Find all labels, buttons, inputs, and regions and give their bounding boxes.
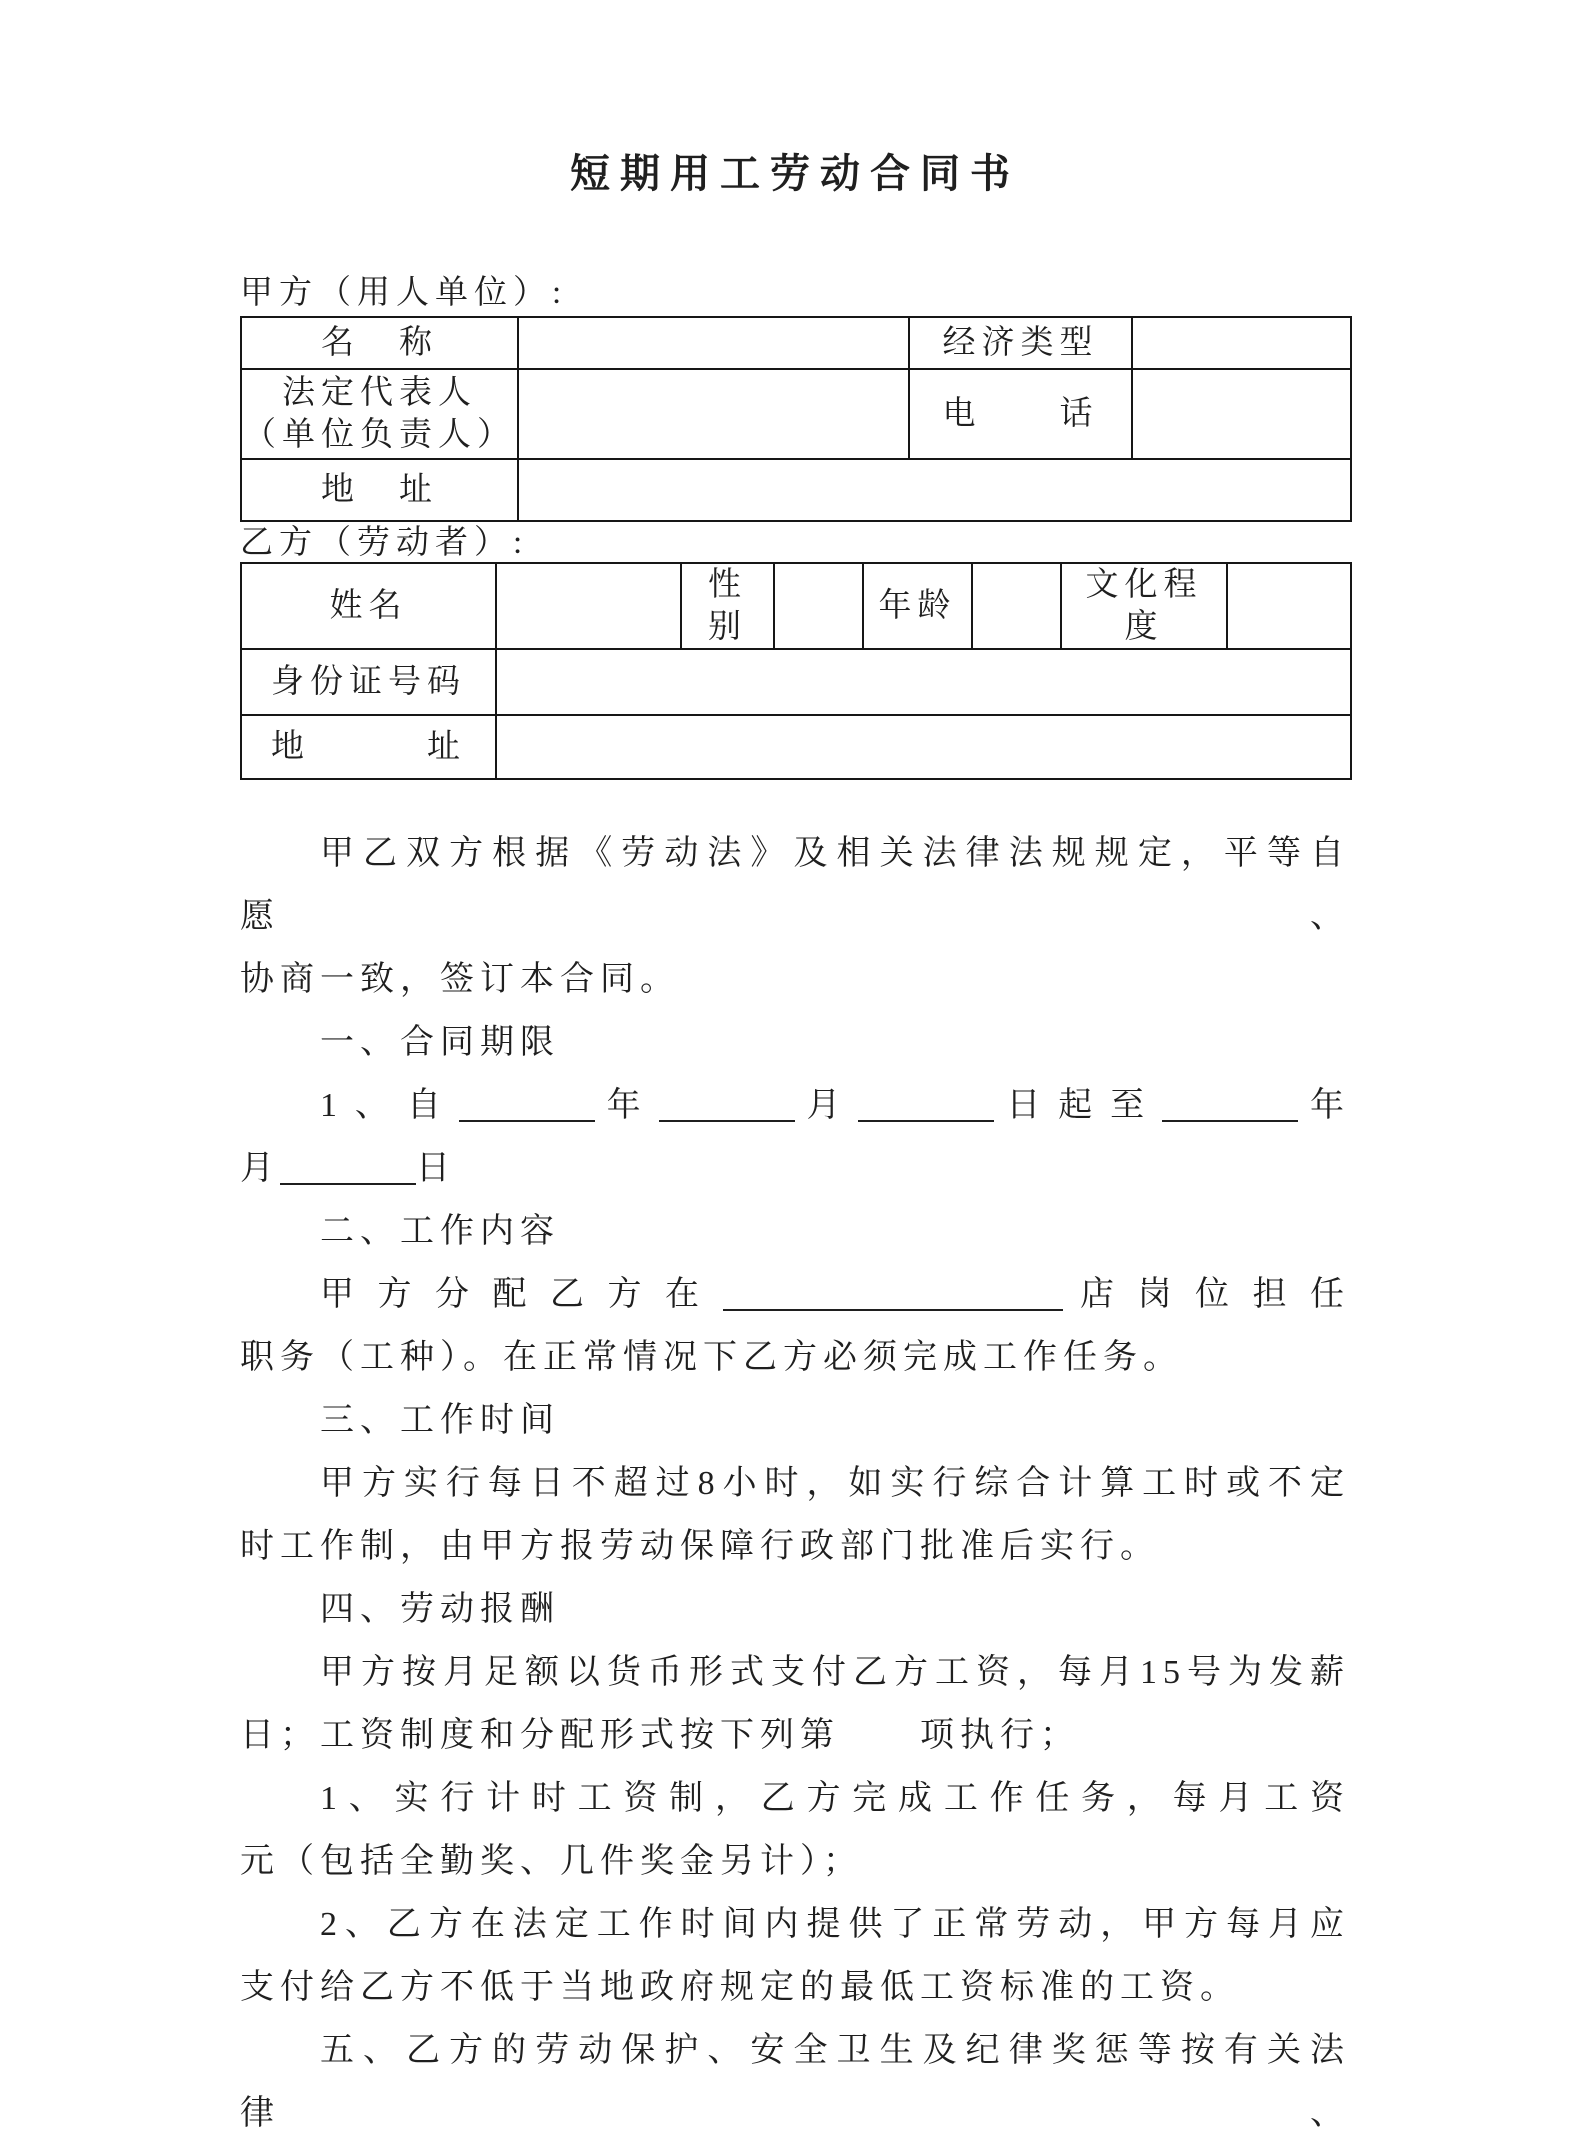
contract-text-line: 元（包括全勤奖、几件奖金另计）； [240, 1843, 863, 1880]
contract-text-line: 月 日 [240, 1150, 456, 1187]
party-a-address-value-cell [518, 459, 1351, 521]
contract-text-line: 三、工作时间 [320, 1402, 560, 1439]
party-b-address-label-cell: 地 址 [241, 715, 496, 779]
party-a-name-label-cell: 名 称 [241, 317, 518, 369]
party-b-age-value-cell [972, 563, 1061, 649]
fill-in-blank [1162, 1110, 1298, 1122]
party-a-section-label: 甲方（用人单位）: [240, 275, 568, 311]
document-page [0, 148, 1587, 2151]
fill-in-blank [459, 1110, 595, 1122]
party-b-table [240, 562, 1352, 780]
party-b-education-value-cell [1227, 563, 1351, 649]
party-a-address-label-cell: 地 址 [241, 459, 518, 521]
fill-in-blank [858, 1110, 994, 1122]
contract-text-line: 时工作制，由甲方报劳动保障行政部门批准后实行。 [240, 1528, 1160, 1565]
contract-text-line: 二、工作内容 [320, 1213, 560, 1250]
education-label: 文化程度 [1085, 567, 1203, 645]
party-b-id-number-value-cell [496, 649, 1351, 715]
contract-text-line: 1、实行计时工资制，乙方完成工作任务，每月工资 [320, 1780, 1350, 1817]
legal-rep-label-line2: （单位负责人） [243, 417, 516, 453]
party-b-address-value-cell [496, 715, 1351, 779]
party-b-gender-value-cell [774, 563, 863, 649]
contract-text-line: 2、乙方在法定工作时间内提供了正常劳动，甲方每月应 [320, 1906, 1350, 1943]
party-b-id-number-label-cell: 身份证号码 [241, 649, 496, 715]
contract-text-line: 甲方按月足额以货币形式支付乙方工资，每月15号为发薪 [320, 1654, 1350, 1691]
fill-in-blank [280, 1173, 416, 1185]
gender-label: 性别 [708, 567, 747, 645]
party-a-economic-type-label-cell: 经济类型 [909, 317, 1132, 369]
party-a-legal-rep-value-cell [518, 369, 909, 459]
contract-text-line: 1、自 年 月 日起至 年 [320, 1087, 1351, 1124]
contract-text-line: 甲方实行每日不超过8小时，如实行综合计算工时或不定 [320, 1465, 1350, 1502]
legal-rep-label-line1: 法定代表人 [282, 375, 477, 411]
document-title: 短期用工劳动合同书 [570, 151, 1020, 196]
party-b-section-label: 乙方（劳动者）: [240, 525, 529, 561]
contract-text-line: 支付给乙方不低于当地政府规定的最低工资标准的工资。 [240, 1969, 1240, 2006]
contract-text-line: 甲乙双方根据《劳动法》及相关法律法规规定，平等自愿、 [240, 835, 1350, 935]
party-a-phone-label-cell: 电 话 [909, 369, 1132, 459]
party-b-name-value-cell [496, 563, 681, 649]
contract-text-line: 一、合同期限 [320, 1024, 560, 1061]
contract-text-line: 协商一致，签订本合同。 [240, 961, 680, 998]
contract-text-line: 五、乙方的劳动保护、安全卫生及纪律奖惩等按有关法律、 [240, 2032, 1350, 2132]
party-a-name-value-cell [518, 317, 909, 369]
fill-in-blank [723, 1299, 1063, 1311]
contract-text-line: 甲方分配乙方在 店岗位担任 [320, 1276, 1350, 1313]
contract-text-line: 职务（工种）。在正常情况下乙方必须完成工作任务。 [240, 1339, 1183, 1376]
party-a-table [240, 316, 1352, 522]
party-b-education-label-cell [1061, 563, 1227, 649]
contract-text-line: 日；工资制度和分配形式按下列第 项执行； [240, 1717, 1080, 1754]
party-a-economic-type-value-cell [1132, 317, 1351, 369]
party-b-age-label-cell: 年龄 [863, 563, 972, 649]
party-b-gender-label-cell [681, 563, 774, 649]
party-b-name-label-cell: 姓名 [241, 563, 496, 649]
party-a-phone-value-cell [1132, 369, 1351, 459]
party-a-legal-rep-label-cell [241, 369, 518, 459]
contract-body [240, 822, 1350, 2145]
fill-in-blank [659, 1110, 795, 1122]
contract-text-line: 四、劳动报酬 [320, 1591, 560, 1628]
